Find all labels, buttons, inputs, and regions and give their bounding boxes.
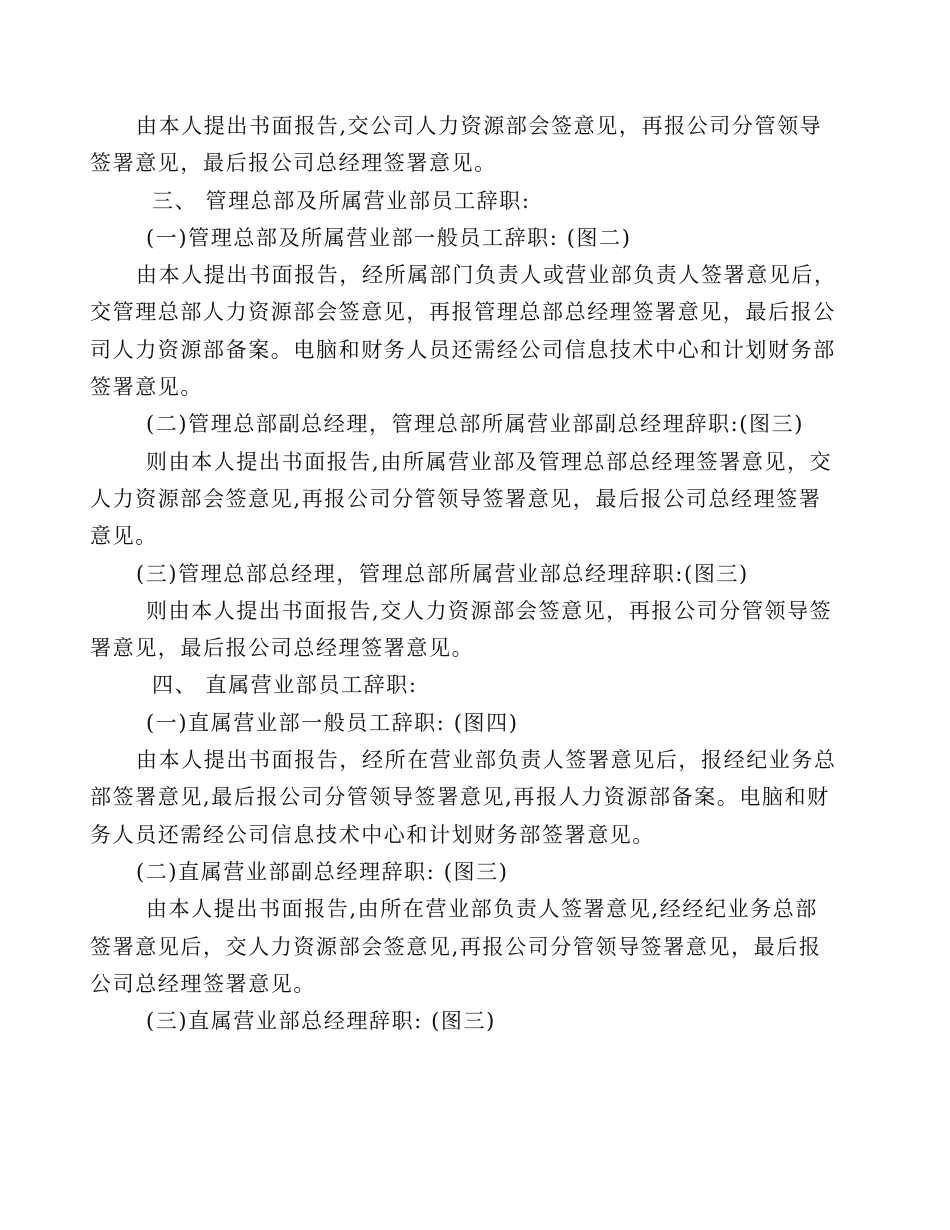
- paragraph-line: 由本人提出书面报告,由所在营业部负责人签署意见,经经纪业务总部: [146, 897, 818, 922]
- paragraph-line: 司人力资源部备案。电脑和财务人员还需经公司信息技术中心和计划财务部: [90, 337, 836, 362]
- section-heading: 四、 直属营业部员工辞职:: [152, 673, 418, 698]
- document-page: [90, 108, 870, 1040]
- subsection-heading: (一)直属营业部一般员工辞职: (图四): [146, 710, 519, 735]
- paragraph-line: 人力资源部会签意见,再报公司分管领导签署意见，最后报公司总经理签署: [90, 486, 822, 511]
- paragraph-line: 签署意见。: [90, 375, 203, 400]
- paragraph-line: 则由本人提出书面报告,交人力资源部会签意见，再报公司分管领导签: [146, 598, 833, 623]
- subsection-heading: (三)管理总部总经理，管理总部所属营业部总经理辞职:(图三): [136, 561, 749, 586]
- subsection-heading: (三)直属营业部总经理辞职: (图三): [146, 1009, 496, 1034]
- paragraph-line: 签署意见后，交人力资源部会签意见,再报公司分管领导签署意见，最后报: [90, 934, 822, 959]
- paragraph-line: 部签署意见,最后报公司分管领导签署意见,再报人力资源部备案。电脑和财: [90, 785, 830, 810]
- paragraph-line: 署意见，最后报公司总经理签署意见。: [90, 636, 475, 661]
- paragraph-line: 签署意见，最后报公司总经理签署意见。: [90, 151, 497, 176]
- subsection-heading: (二)管理总部副总经理，管理总部所属营业部副总经理辞职:(图三): [146, 412, 805, 437]
- paragraph-line: 由本人提出书面报告，经所属部门负责人或营业部负责人签署意见后，: [136, 263, 837, 288]
- paragraph-line: 意见。: [90, 524, 158, 549]
- paragraph-line: 由本人提出书面报告，经所在营业部负责人签署意见后，报经纪业务总: [136, 748, 837, 773]
- paragraph-line: 交管理总部人力资源部会签意见，再报管理总部总经理签署意见，最后报公: [90, 300, 836, 325]
- section-heading: 三、 管理总部及所属营业部员工辞职:: [152, 188, 531, 213]
- paragraph-line: 公司总经理签署意见。: [90, 971, 316, 996]
- subsection-heading: (一)管理总部及所属营业部一般员工辞职: (图二): [146, 225, 632, 250]
- paragraph-line: 由本人提出书面报告,交公司人力资源部会签意见，再报公司分管领导: [136, 114, 823, 138]
- paragraph-line: 则由本人提出书面报告,由所属营业部及管理总部总经理签署意见，交: [146, 449, 833, 474]
- subsection-heading: (二)直属营业部副总经理辞职: (图三): [136, 859, 509, 884]
- paragraph-line: 务人员还需经公司信息技术中心和计划财务部签署意见。: [90, 822, 655, 847]
